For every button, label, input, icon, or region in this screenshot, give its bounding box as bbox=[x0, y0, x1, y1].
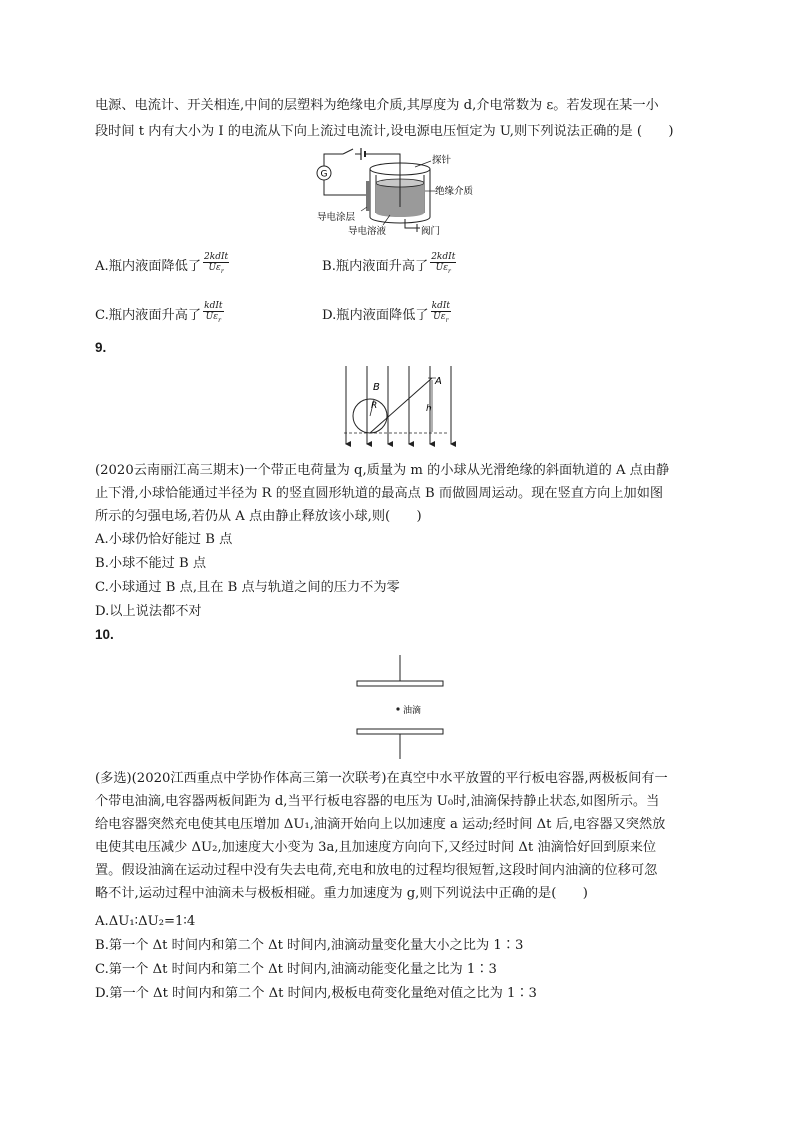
q8-option-c[interactable] bbox=[95, 301, 224, 326]
q8-option-c-fraction: $\frac{\text{kdIt}}{U\varepsilon_r}$ bbox=[204, 301, 223, 324]
q9-stem-line-2: 止下滑,小球恰能通过半径为 R 的竖直圆形轨道的最高点 B 而做圆周运动。现在竖直方向上加如图 bbox=[95, 486, 664, 501]
label-coating: 导电涂层 bbox=[317, 212, 356, 223]
q10-stem-line-2: 个带电油滴,电容器两板间距为 d,当平行板电容器的电压为 U₀时,油滴保持静止状态,如图所示。当 bbox=[95, 794, 660, 809]
q8-option-a-text: A.瓶内液面降低了 bbox=[95, 258, 202, 274]
q10-option-b[interactable]: B.第一个 Δt 时间内和第二个 Δt 时间内,油滴动量变化量大小之比为 1∶3 bbox=[95, 938, 524, 953]
label-dielectric: 绝缘介质 bbox=[435, 186, 474, 197]
q9-option-d[interactable]: D.以上说法都不对 bbox=[95, 604, 202, 619]
q8-option-a[interactable] bbox=[95, 252, 229, 277]
q10-option-d[interactable]: D.第一个 Δt 时间内和第二个 Δt 时间内,极板电荷变化量绝对值之比为 1∶3 bbox=[95, 986, 537, 1001]
q8-capacitor-figure bbox=[305, 145, 485, 240]
q9-stem-line-3: 所示的匀强电场,若仍从 A 点由静止释放该小球,则( ) bbox=[95, 509, 422, 524]
label-a: A bbox=[435, 376, 442, 387]
label-b: B bbox=[373, 382, 380, 393]
q8-option-a-fraction: $\frac{\text{2kdIt}}{U\varepsilon_r}$ bbox=[204, 252, 229, 275]
q10-option-a[interactable]: A.ΔU₁∶ΔU₂=1∶4 bbox=[95, 914, 196, 929]
q8-option-d-text: D.瓶内液面降低了 bbox=[322, 307, 429, 323]
q8-option-d[interactable] bbox=[322, 301, 451, 326]
q8-stem-line-2: 段时间 t 内有大小为 I 的电流从下向上流过电流计,设电源电压恒定为 U,则下列说法正确的是 ( ) bbox=[95, 124, 674, 139]
q9-option-b[interactable]: B.小球不能过 B 点 bbox=[95, 556, 207, 571]
q9-number: 9. bbox=[95, 340, 107, 355]
q9-stem-line-1: (2020云南丽江高三期末)一个带正电荷量为 q,质量为 m 的小球从光滑绝缘的斜面轨道的 A 点由静 bbox=[95, 463, 670, 478]
q10-stem-line-4: 电使其电压减少 ΔU₂,加速度大小变为 3a,且加速度方向向下,又经过时间 Δt 油滴恰好回到原来位 bbox=[95, 840, 657, 855]
q10-option-c[interactable]: C.第一个 Δt 时间内和第二个 Δt 时间内,油滴动能变化量之比为 1∶3 bbox=[95, 962, 497, 977]
q9-track-figure bbox=[340, 364, 460, 450]
label-valve: 阀门 bbox=[421, 226, 441, 237]
label-probe: 探针 bbox=[432, 155, 452, 166]
q8-option-c-text: C.瓶内液面升高了 bbox=[95, 307, 202, 323]
q8-option-b[interactable] bbox=[322, 252, 456, 277]
q8-option-b-text: B.瓶内液面升高了 bbox=[322, 258, 429, 274]
q8-option-b-fraction: $\frac{\text{2kdIt}}{U\varepsilon_r}$ bbox=[431, 252, 456, 275]
q10-number: 10. bbox=[95, 627, 114, 642]
q10-stem-line-5: 置。假设油滴在运动过程中没有失去电荷,充电和放电的过程均很短暂,这段时间内油滴的位移可忽 bbox=[95, 863, 658, 878]
q8-option-d-fraction: $\frac{\text{kdIt}}{U\varepsilon_r}$ bbox=[431, 301, 450, 324]
label-g: G bbox=[320, 169, 328, 180]
label-r: R bbox=[371, 401, 378, 411]
label-solution: 导电溶液 bbox=[348, 226, 387, 237]
q9-option-a[interactable]: A.小球仍恰好能过 B 点 bbox=[95, 532, 233, 547]
label-oil-drop: 油滴 bbox=[403, 706, 422, 716]
q10-capacitor-figure bbox=[355, 655, 445, 760]
oil-drop-icon bbox=[396, 707, 399, 710]
q10-stem-line-1: (多选)(2020江西重点中学协作体高三第一次联考)在真空中水平放置的平行板电容器,两极板间有一 bbox=[95, 771, 668, 786]
q10-stem-line-6: 略不计,运动过程中油滴未与极板相碰。重力加速度为 g,则下列说法中正确的是( ) bbox=[95, 886, 588, 901]
q10-stem-line-3: 给电容器突然充电使其电压增加 ΔU₁,油滴开始向上以加速度 a 运动;经时间 Δt 后,电容器又突然放 bbox=[95, 817, 666, 832]
q8-stem-line-1: 电源、电流计、开关相连,中间的层塑料为绝缘电介质,其厚度为 d,介电常数为 ε。若发现在某一小 bbox=[95, 98, 659, 113]
q9-option-c[interactable]: C.小球通过 B 点,且在 B 点与轨道之间的压力不为零 bbox=[95, 580, 400, 595]
label-h: h bbox=[426, 404, 432, 414]
